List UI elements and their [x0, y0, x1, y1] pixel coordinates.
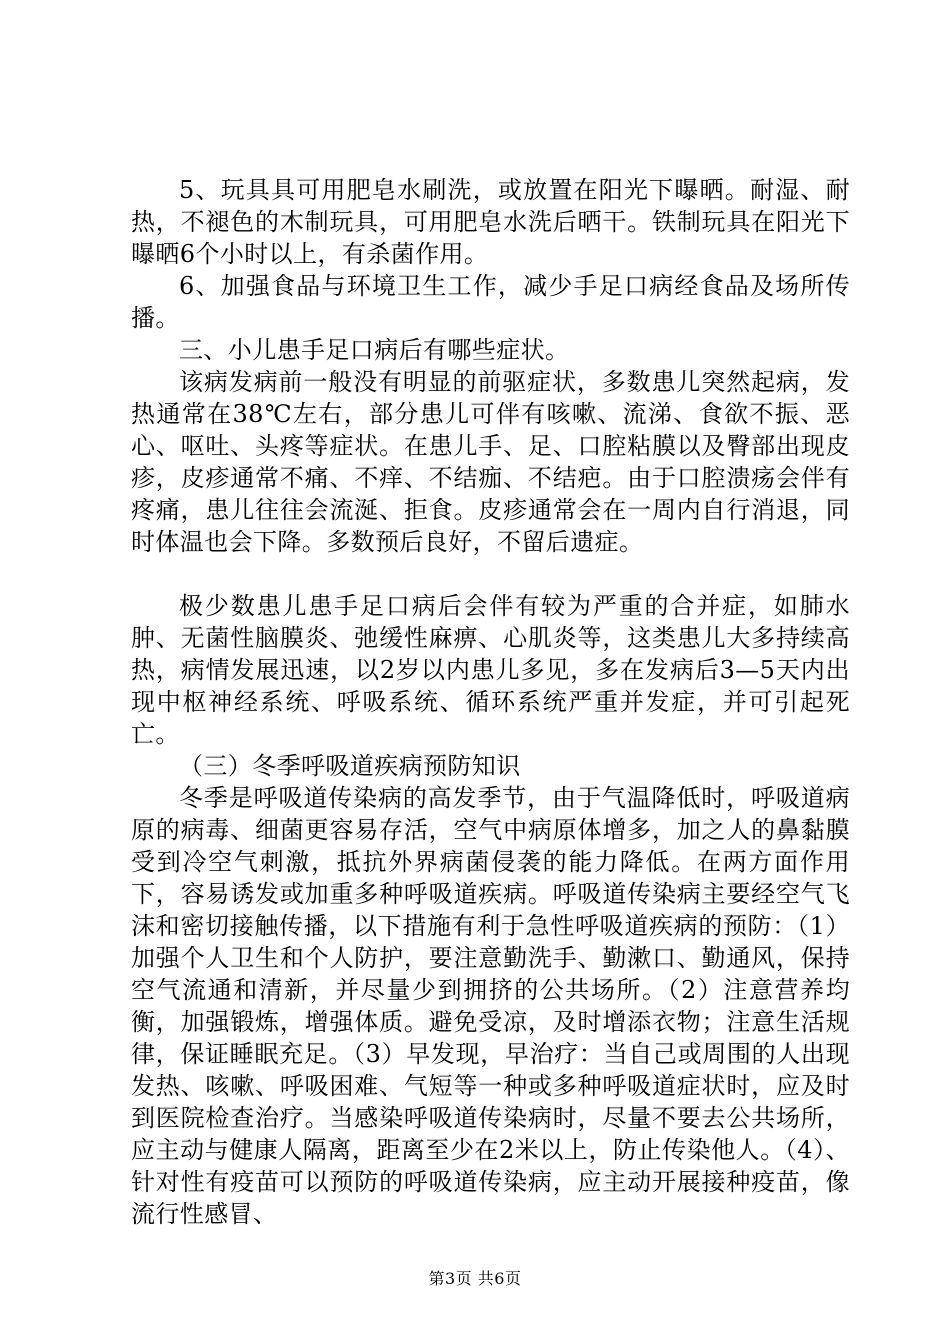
paragraph-food-hygiene: 6、加强食品与环境卫生工作，减少手足口病经食品及场所传播。 [131, 272, 850, 332]
paragraph-toy-cleaning: 5、玩具具可用肥皂水刷洗，或放置在阳光下曝晒。耐湿、耐热，不褪色的木制玩具，可用肥皂水洗后晒干。铁制玩具在阳光下曝晒6个小时以上，有杀菌作用。 [131, 176, 850, 268]
paragraph-complications: 极少数患儿患手足口病后会伴有较为严重的合并症，如肺水肿、无菌性脑膜炎、弛缓性麻痹、心肌炎等，这类患儿大多持续高热，病情发展迅速，以2岁以内患儿多见，多在发病后3—5天内出现中枢神经系统、呼吸系统、循环系统严重并发症，并可引起死亡。 [131, 592, 850, 748]
paragraph-gap [131, 558, 850, 590]
paragraph-symptoms: 该病发病前一般没有明显的前驱症状，多数患儿突然起病，发热通常在38℃左右，部分患儿可伴有咳嗽、流涕、食欲不振、恶心、呕吐、头疼等症状。在患儿手、足、口腔粘膜以及臀部出现皮疹，皮疹通常不痛、不痒、不结痂、不结疤。由于口腔溃疡会伴有疼痛，患儿往往会流涎、拒食。皮疹通常会在一周内自行消退，同时体温也会下降。多数预后良好，不留后遗症。 [131, 368, 850, 556]
document-body [131, 174, 850, 1230]
section-heading-symptoms: 三、小儿患手足口病后有哪些症状。 [179, 336, 570, 364]
paragraph-winter-respiratory: 冬季是呼吸道传染病的高发季节，由于气温降低时，呼吸道病原的病毒、细菌更容易存活，空气中病原体增多，加之人的鼻黏膜受到冷空气刺激，抵抗外界病菌侵袭的能力降低。在两方面作用下，容易诱发或加重多种呼吸道疾病。呼吸道传染病主要经空气飞沫和密切接触传播，以下措施有利于急性呼吸道疾病的预防：（1）加强个人卫生和个人防护，要注意勤洗手、勤漱口、勤通风，保持空气流通和清新，并尽量少到拥挤的公共场所。（2）注意营养均衡，加强锻炼，增强体质。避免受凉，及时增添衣物；注意生活规律，保证睡眠充足。（3）早发现，早治疗：当自己或周围的人出现发热、咳嗽、呼吸困难、气短等一种或多种呼吸道症状时，应及时到医院检查治疗。当感染呼吸道传染病时，尽量不要去公共场所，应主动与健康人隔离，距离至少在2米以上，防止传染他人。（4）、针对性有疫苗可以预防的呼吸道传染病，应主动开展接种疫苗，像流行性感冒、 [131, 784, 850, 1228]
page-number-footer: 第3页 共6页 [428, 1269, 522, 1288]
section-heading-winter-respiratory: （三）冬季呼吸道疾病预防知识 [179, 752, 521, 780]
